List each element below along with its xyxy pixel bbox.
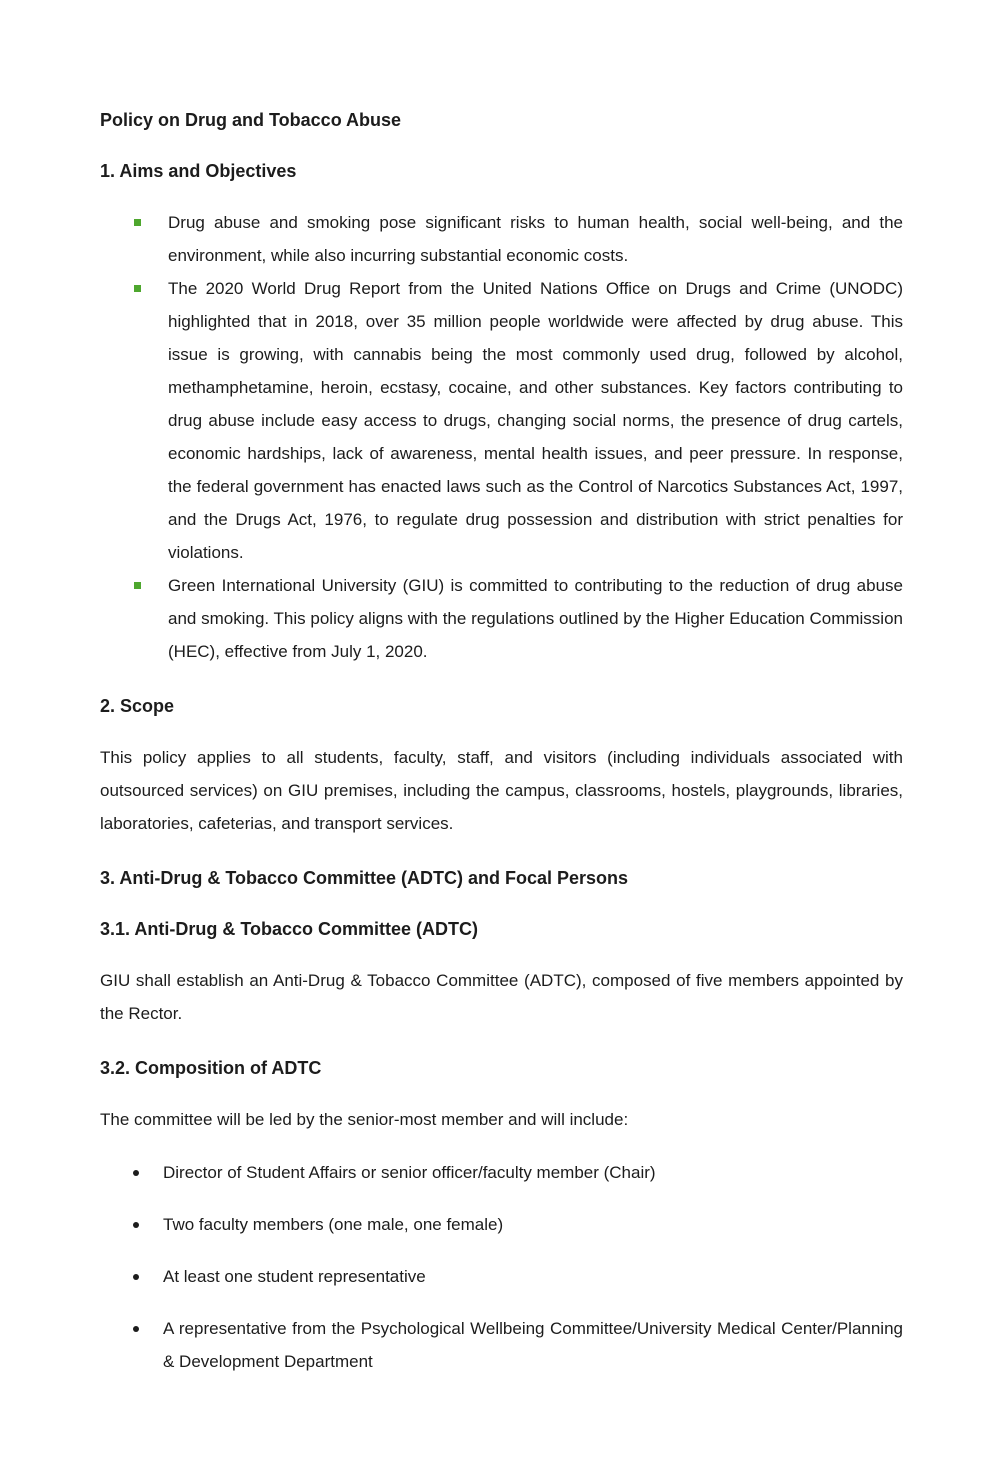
document-title: Policy on Drug and Tobacco Abuse — [100, 110, 402, 130]
list-item — [100, 1260, 903, 1293]
list-item — [100, 1312, 903, 1378]
dot-bullet-icon — [133, 1170, 139, 1176]
square-bullet-icon — [134, 219, 141, 226]
list-item-text: At least one student representative — [163, 1267, 426, 1286]
composition-intro-paragraph: The committee will be led by the senior-most member and will include: — [100, 1110, 629, 1129]
heading-scope: 2. Scope — [100, 696, 175, 716]
list-item-text: Director of Student Affairs or senior officer/faculty member (Chair) — [163, 1163, 656, 1182]
square-bullet-icon — [134, 582, 141, 589]
composition-member-list — [100, 1156, 903, 1378]
dot-bullet-icon — [133, 1274, 139, 1280]
list-item — [100, 1156, 903, 1189]
heading-adtc-committee: 3.1. Anti-Drug & Tobacco Committee (ADTC) — [100, 919, 479, 939]
heading-aims-and-objectives: 1. Aims and Objectives — [100, 161, 297, 181]
list-item — [100, 272, 903, 569]
scope-paragraph: This policy applies to all students, faculty, staff, and visitors (including individuals associated with outsourced services) on GIU premises, including the campus, classrooms, hostels, playgrounds, libraries, laboratories, cafeterias, and transport services. — [100, 748, 903, 833]
list-item — [100, 1208, 903, 1241]
dot-bullet-icon — [133, 1326, 139, 1332]
list-item-text: Two faculty members (one male, one female) — [163, 1215, 504, 1234]
square-bullet-icon — [134, 285, 141, 292]
heading-adtc-and-focal-persons: 3. Anti-Drug & Tobacco Committee (ADTC) and Focal Persons — [100, 868, 629, 888]
list-item-text: A representative from the Psychological Wellbeing Committee/University Medical Center/Planning & Development Department — [163, 1319, 903, 1371]
list-item — [100, 569, 903, 668]
aims-bullet-list — [100, 206, 903, 668]
list-item-text: The 2020 World Drug Report from the United Nations Office on Drugs and Crime (UNODC) highlighted that in 2018, over 35 million people worldwide were affected by drug abuse. This issue is growing, with cannabis being the most commonly used drug, followed by alcohol, methamphetamine, heroin, ecstasy, cocaine, and other substances. Key factors contributing to drug abuse include easy access to drugs, changing social norms, the presence of drug cartels, economic hardships, lack of awareness, mental health issues, and peer pressure. In response, the federal government has enacted laws such as the Control of Narcotics Substances Act, 1997, and the Drugs Act, 1976, to regulate drug possession and distribution with strict penalties for violations. — [168, 279, 903, 562]
adtc-committee-paragraph: GIU shall establish an Anti-Drug & Tobacco Committee (ADTC), composed of five members appointed by the Rector. — [100, 971, 903, 1023]
list-item-text: Green International University (GIU) is committed to contributing to the reduction of drug abuse and smoking. This policy aligns with the regulations outlined by the Higher Education Commission (HEC), effective from July 1, 2020. — [168, 576, 903, 661]
heading-composition-of-adtc: 3.2. Composition of ADTC — [100, 1058, 322, 1078]
dot-bullet-icon — [133, 1222, 139, 1228]
list-item — [100, 206, 903, 272]
list-item-text: Drug abuse and smoking pose significant risks to human health, social well-being, and the environment, while also incurring substantial economic costs. — [168, 213, 903, 265]
